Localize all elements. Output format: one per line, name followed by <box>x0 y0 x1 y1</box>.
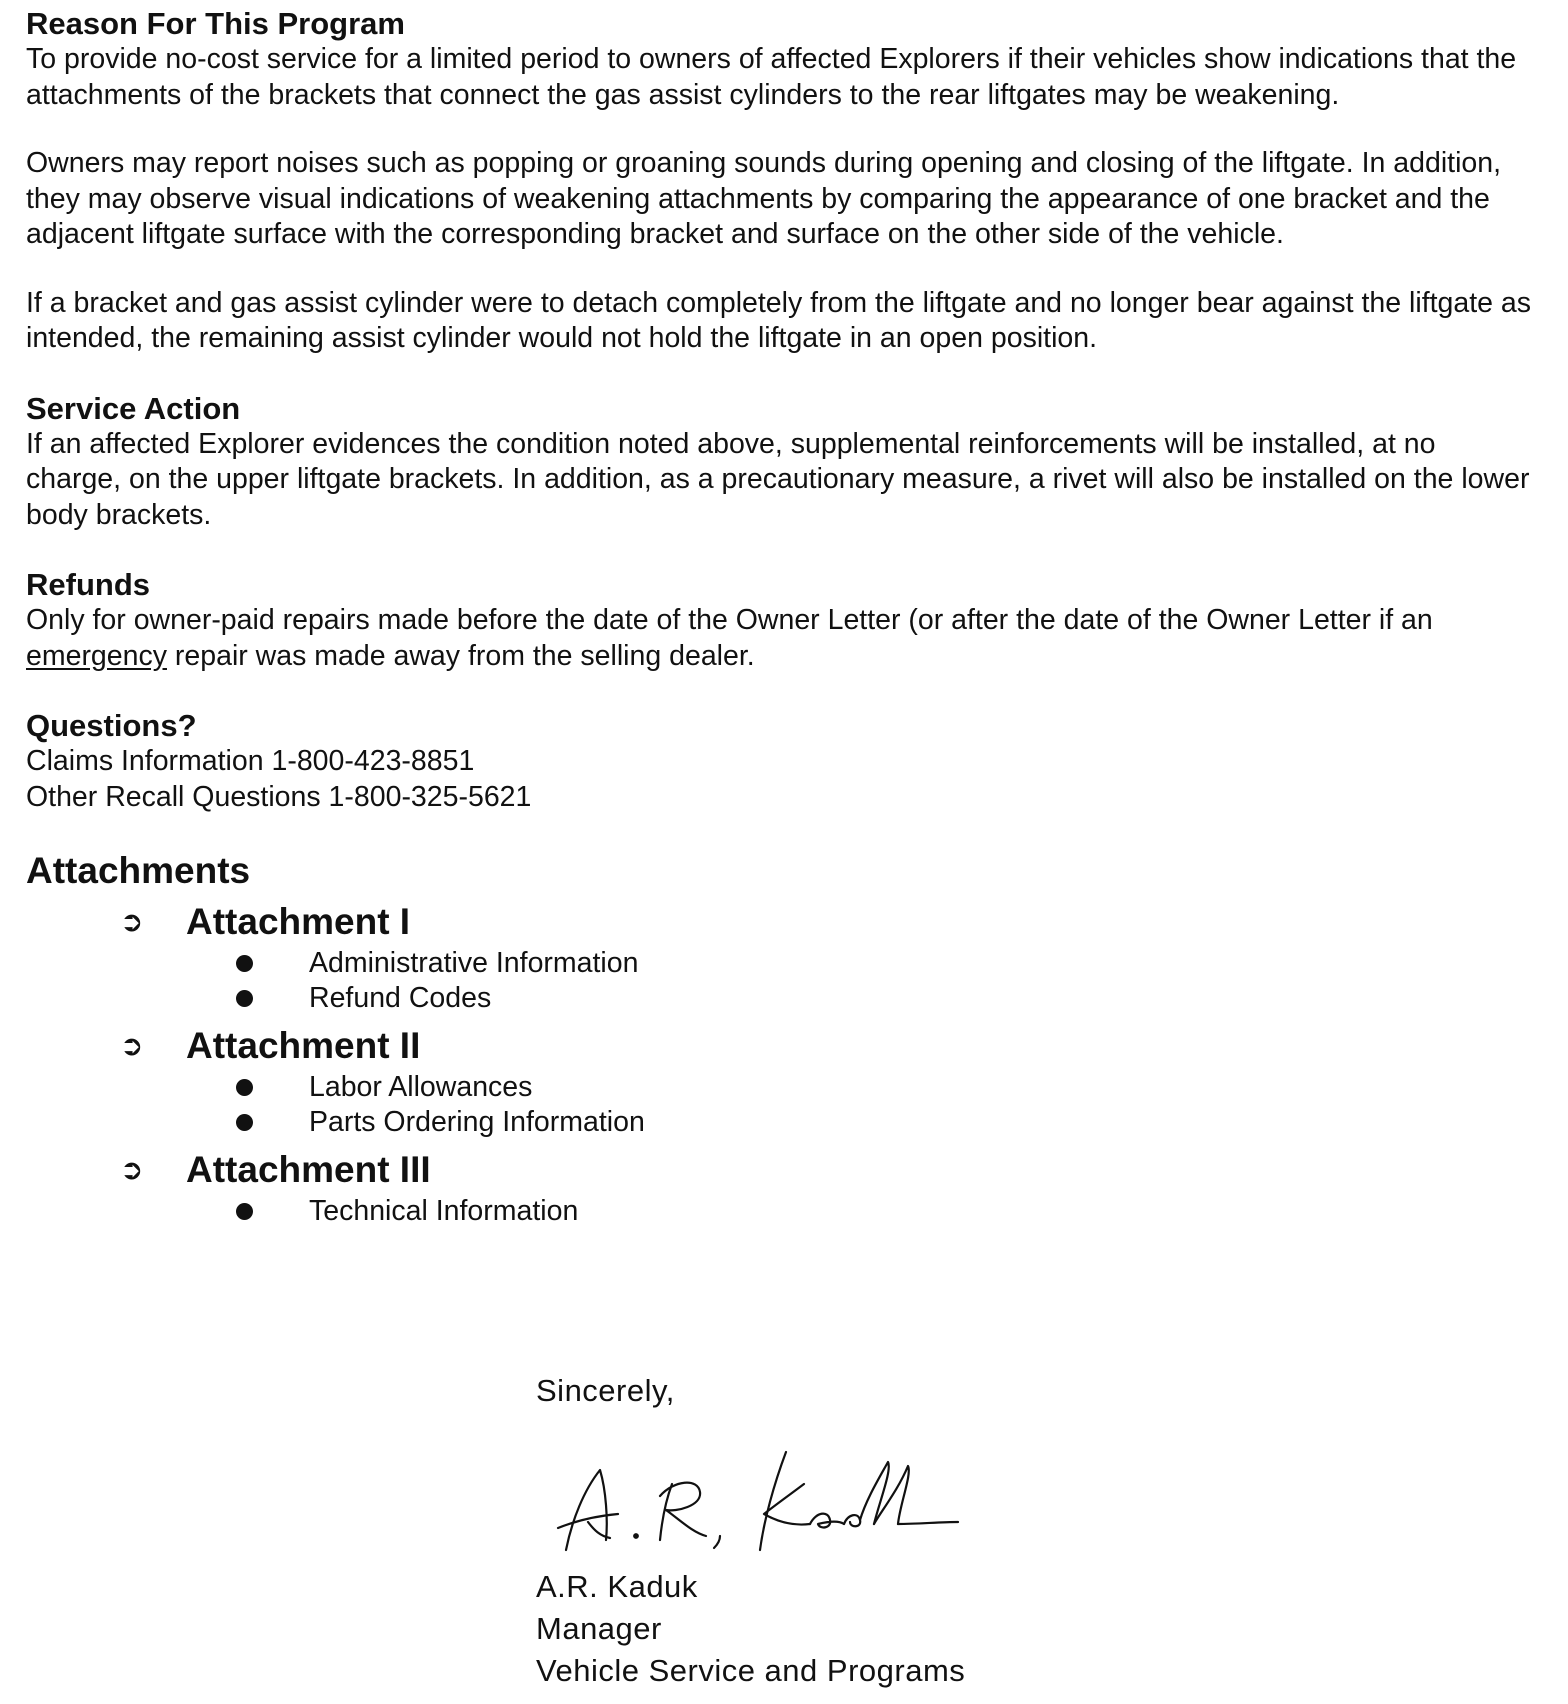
signer-department: Vehicle Service and Programs <box>536 1653 966 1688</box>
section-refunds <box>26 567 1536 674</box>
closing <box>536 1370 675 1412</box>
salutation: Sincerely, <box>536 1373 675 1408</box>
claims-phone: Claims Information 1-800-423-8851 <box>26 745 475 777</box>
attachment-1 <box>120 898 1536 1016</box>
list-item: Administrative Information <box>236 946 1536 981</box>
section-questions <box>26 708 1536 815</box>
arrow-icon: ➲ <box>120 1030 144 1061</box>
signer-title: Manager <box>536 1611 662 1646</box>
paragraph: If a bracket and gas assist cylinder were to detach completely from the liftgate and no longer bear against the liftgate as intended, the remaining assist cylinder would not hold the liftgate in an open position. <box>26 286 1532 354</box>
attachment-label: Attachment I <box>186 901 411 942</box>
recall-phone: Other Recall Questions 1-800-325-5621 <box>26 780 532 813</box>
arrow-icon: ➲ <box>120 906 144 937</box>
bullet-icon <box>236 1114 253 1131</box>
list-item: Technical Information <box>236 1194 1536 1229</box>
list-item: Labor Allowances <box>236 1070 1536 1105</box>
signer-name: A.R. Kaduk <box>536 1569 698 1604</box>
paragraph: If an affected Explorer evidences the condition noted above, supplemental reinforcements will be installed, at no charge, on the upper liftgate brackets. In addition, as a precautionary measure, a rivet will also be installed on the lower body brackets. <box>26 427 1530 531</box>
attachment-label: Attachment III <box>186 1149 431 1190</box>
section-heading: Service Action <box>26 390 241 426</box>
bullet-icon <box>236 1079 253 1096</box>
bullet-icon <box>236 990 253 1007</box>
signer-block <box>536 1566 965 1692</box>
section-reason <box>26 6 1536 357</box>
bullet-icon <box>236 955 253 972</box>
attachment-label: Attachment II <box>186 1025 421 1066</box>
attachment-2 <box>120 1022 1536 1140</box>
section-service-action <box>26 391 1536 534</box>
document-body <box>26 6 1536 1229</box>
paragraph: To provide no-cost service for a limited period to owners of affected Explorers if their vehicles show indications that the attachments of the brackets that connect the gas assist cylinders to the rear liftgates may be weakening. <box>26 43 1517 111</box>
attachment-3 <box>120 1146 1536 1229</box>
section-heading: Reason For This Program <box>26 6 405 41</box>
list-item: Parts Ordering Information <box>236 1105 1536 1140</box>
signature <box>548 1440 968 1560</box>
paragraph: Owners may report noises such as popping or groaning sounds during opening and closing of the liftgate. In addition, they may observe visual indications of weakening attachments by comparing the appearance of one bracket and the adjacent liftgate surface with the corresponding bracket and surface on the other side of the vehicle. <box>26 147 1502 250</box>
refunds-text: Only for owner-paid repairs made before the date of the Owner Letter (or after the date of the Owner Letter if an emergency repair was made away from the selling dealer. <box>26 604 1433 672</box>
section-attachments <box>26 849 1536 1229</box>
section-heading: Questions? <box>26 708 197 743</box>
list-item: Refund Codes <box>236 981 1536 1016</box>
arrow-icon: ➲ <box>120 1154 144 1185</box>
attachments-title: Attachments <box>26 850 251 891</box>
bullet-icon <box>236 1203 253 1220</box>
emergency-underlined: emergency <box>26 639 167 672</box>
section-heading: Refunds <box>26 567 150 602</box>
